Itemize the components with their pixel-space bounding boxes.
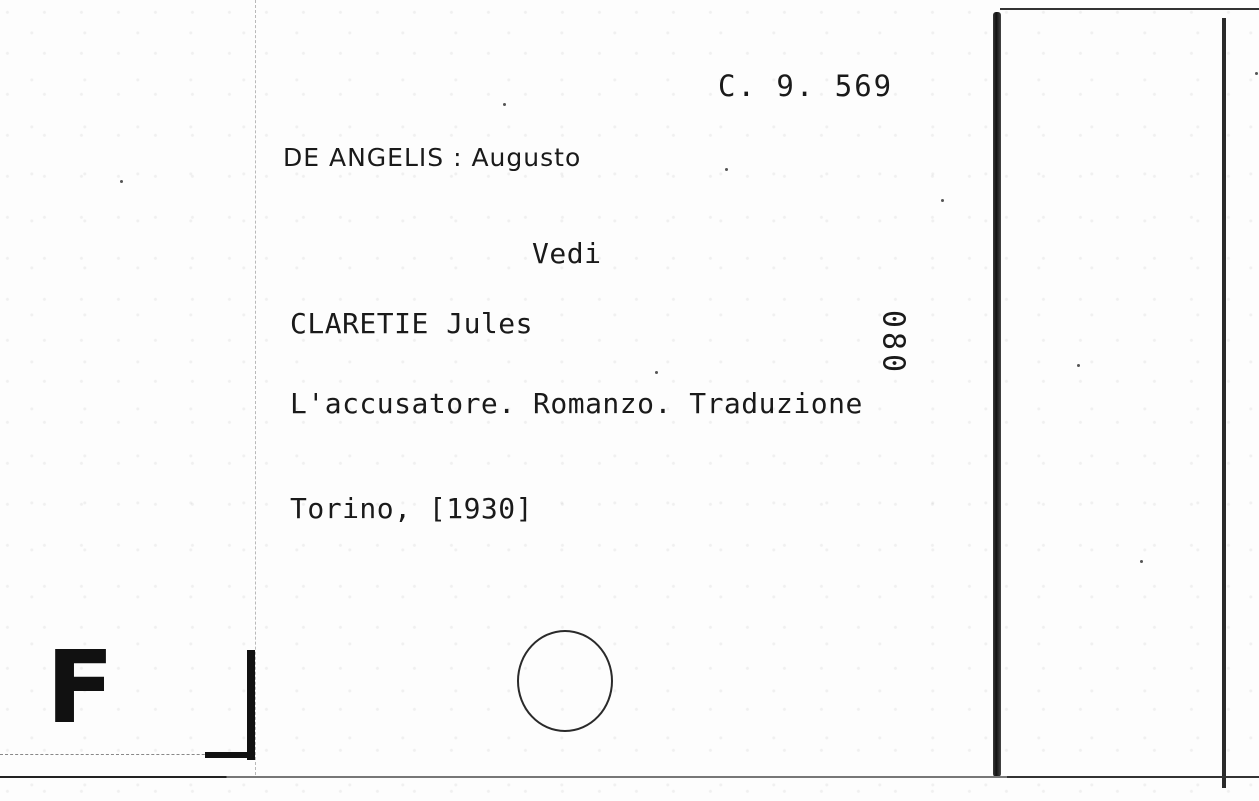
book-title: L'accusatore. Romanzo. Traduzione bbox=[290, 387, 863, 420]
speck bbox=[1140, 560, 1143, 563]
imprint-place-date: Torino, [1930] bbox=[290, 492, 534, 525]
speck bbox=[1077, 364, 1080, 367]
card-right-edge bbox=[993, 12, 1001, 777]
speck bbox=[120, 180, 123, 183]
speck bbox=[725, 168, 728, 171]
speck bbox=[655, 371, 658, 374]
side-classification-number: 080 bbox=[875, 309, 911, 377]
margin-letter-f bbox=[40, 640, 120, 730]
left-bracket-foot bbox=[205, 752, 253, 758]
speck bbox=[1255, 72, 1258, 75]
call-number: C. 9. 569 bbox=[718, 69, 894, 103]
margin-letter-text: F bbox=[46, 640, 115, 730]
top-border-line bbox=[1000, 8, 1259, 10]
speck bbox=[941, 199, 944, 202]
bottom-border-line bbox=[0, 776, 1259, 778]
stamp-circle bbox=[517, 630, 613, 732]
author-name: CLARETIE Jules bbox=[290, 307, 534, 340]
speck bbox=[503, 103, 506, 106]
far-right-edge bbox=[1222, 18, 1226, 788]
heading-name: DE ANGELIS : Augusto bbox=[283, 143, 582, 172]
see-reference-label: Vedi bbox=[532, 237, 602, 270]
bottom-dashed-line bbox=[0, 754, 240, 755]
left-bracket-mark bbox=[247, 650, 255, 760]
